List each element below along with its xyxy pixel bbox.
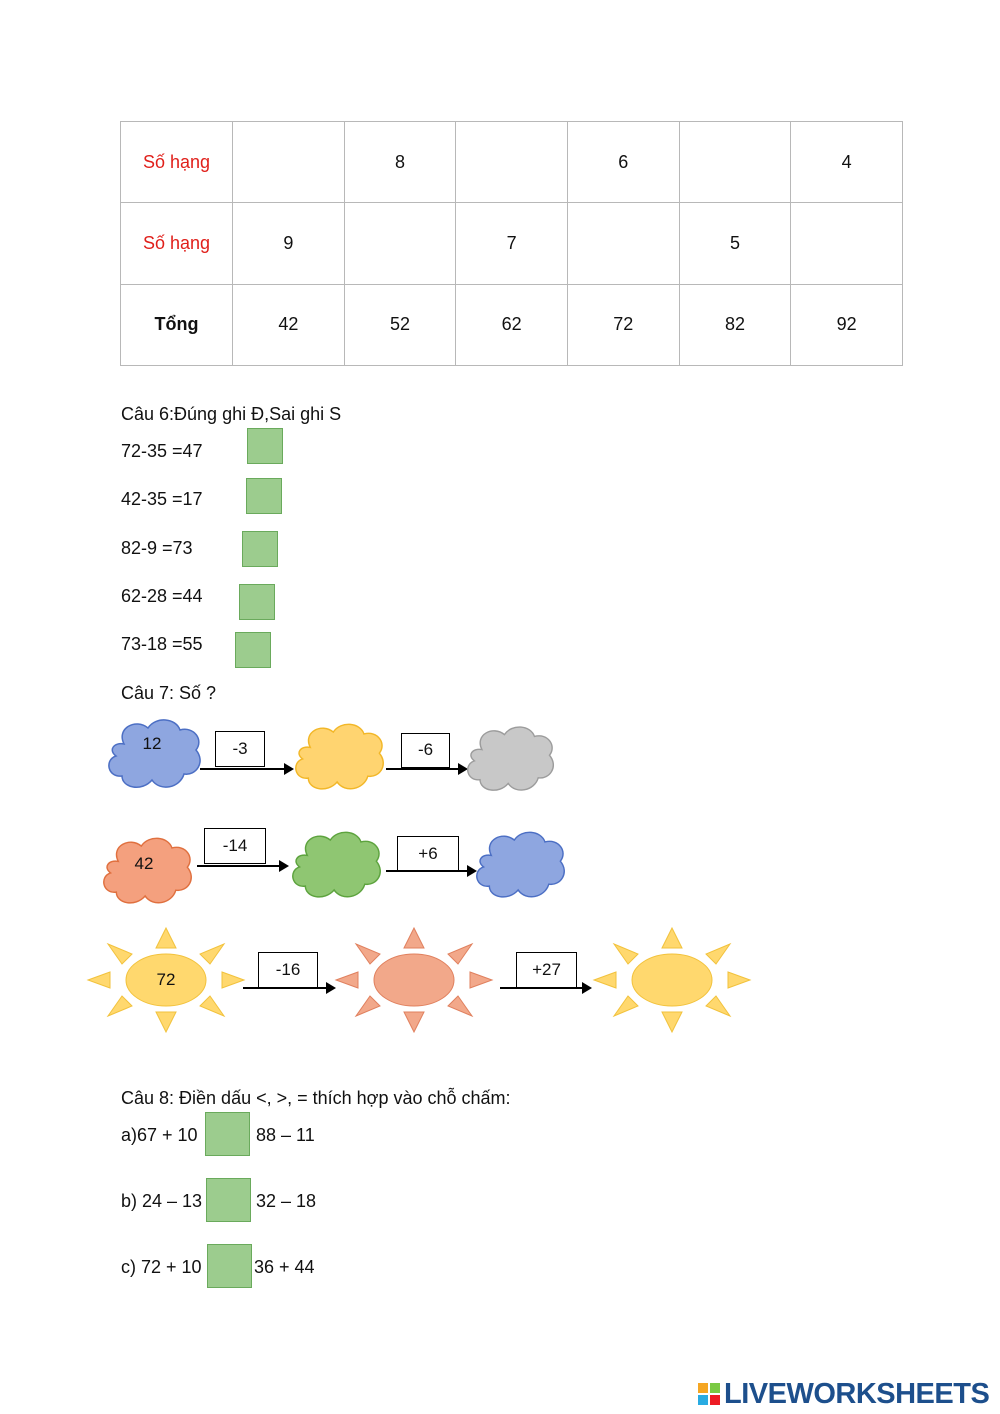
- liveworksheets-logo[interactable]: [698, 1378, 989, 1410]
- q8-left-expression: b) 24 – 13: [121, 1191, 203, 1211]
- operation-box: +27: [516, 952, 577, 988]
- start-number: 72: [156, 970, 176, 989]
- table-cell: 42: [233, 284, 345, 365]
- q6-answer-box[interactable]: [235, 632, 271, 668]
- q8-left-expression: c) 72 + 10: [121, 1257, 202, 1277]
- cloud-shape: [106, 716, 204, 792]
- operation-box: +6: [397, 836, 459, 872]
- q8-answer-box[interactable]: [207, 1244, 252, 1288]
- table-row: [121, 284, 903, 365]
- table-cell: 5: [679, 203, 791, 284]
- q6-answer-box[interactable]: [242, 531, 278, 567]
- table-cell: 52: [344, 284, 456, 365]
- q6-equation: 72-35 =47: [121, 441, 203, 461]
- sun-shape: [334, 926, 494, 1034]
- q6-answer-box[interactable]: [247, 428, 283, 464]
- table-cell[interactable]: [791, 203, 903, 284]
- q8-right-expression: 88 – 11: [256, 1125, 315, 1145]
- table-cell: 9: [233, 203, 345, 284]
- start-number: 12: [142, 734, 162, 753]
- addition-table: [120, 121, 903, 366]
- arrow: [197, 865, 287, 867]
- q6-answer-box[interactable]: [239, 584, 275, 620]
- q7-title: Câu 7: Số ?: [121, 683, 217, 703]
- table-cell[interactable]: [456, 122, 568, 203]
- table-row: [121, 203, 903, 284]
- table-cell[interactable]: [567, 203, 679, 284]
- table-cell: 6: [567, 122, 679, 203]
- operation-box: -16: [258, 952, 318, 988]
- table-cell: 7: [456, 203, 568, 284]
- q6-equation: 42-35 =17: [121, 489, 203, 509]
- row-label: Tổng: [121, 284, 233, 365]
- arrow: [243, 987, 334, 989]
- brand-name: LIVEWORKSHEETS: [724, 1377, 990, 1410]
- row-label: Số hạng: [121, 203, 233, 284]
- q8-title: Câu 8: Điền dấu <, >, = thích hợp vào chỗ chấm:: [121, 1088, 511, 1108]
- table-cell: 4: [791, 122, 903, 203]
- table-cell[interactable]: [233, 122, 345, 203]
- operation-box: -3: [215, 731, 265, 767]
- arrow: [500, 987, 590, 989]
- table-row: [121, 122, 903, 203]
- table-cell: 62: [456, 284, 568, 365]
- cloud-shape: [293, 720, 387, 794]
- arrow: [200, 768, 292, 770]
- table-cell: 72: [567, 284, 679, 365]
- q8-answer-box[interactable]: [206, 1178, 251, 1222]
- cloud-shape: [290, 828, 384, 902]
- table-cell: 92: [791, 284, 903, 365]
- q6-equation: 82-9 =73: [121, 538, 193, 558]
- cloud-shape: [474, 828, 568, 902]
- arrow: [386, 768, 466, 770]
- q8-left-expression: a)67 + 10: [121, 1125, 198, 1145]
- q6-equation: 62-28 =44: [121, 586, 203, 606]
- q6-title: Câu 6:Đúng ghi Đ,Sai ghi S: [121, 404, 342, 424]
- table-cell[interactable]: [679, 122, 791, 203]
- operation-box: -14: [204, 828, 266, 864]
- start-number: 42: [134, 854, 154, 873]
- sun-shape: [592, 926, 752, 1034]
- table-cell: 82: [679, 284, 791, 365]
- cloud-shape: [465, 722, 557, 796]
- q8-right-expression: 32 – 18: [256, 1191, 317, 1211]
- table-cell: 8: [344, 122, 456, 203]
- row-label: Số hạng: [121, 122, 233, 203]
- q6-answer-box[interactable]: [246, 478, 282, 514]
- logo-cubes-icon: [698, 1383, 720, 1405]
- operation-box: -6: [401, 733, 450, 768]
- q8-right-expression: 36 + 44: [254, 1257, 315, 1277]
- arrow: [386, 870, 475, 872]
- q6-equation: 73-18 =55: [121, 634, 203, 654]
- q8-answer-box[interactable]: [205, 1112, 250, 1156]
- table-cell[interactable]: [344, 203, 456, 284]
